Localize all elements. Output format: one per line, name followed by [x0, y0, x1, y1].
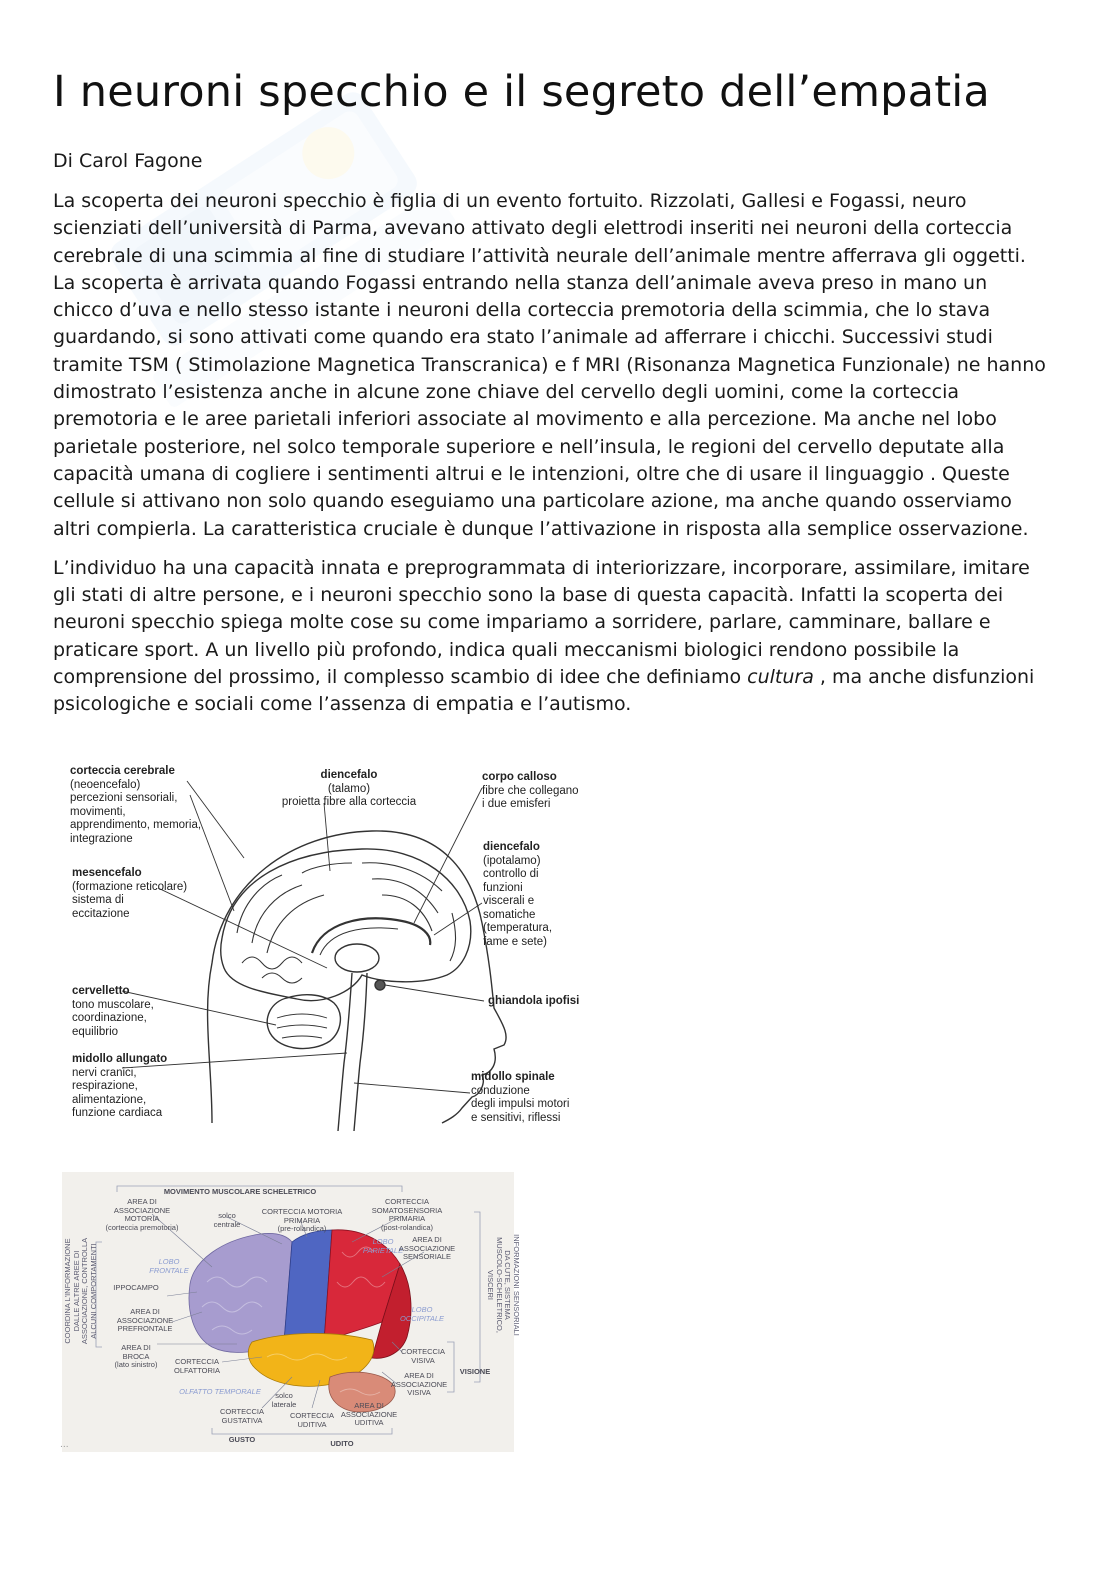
label-mesencephalon-title: mesencefalo: [72, 867, 142, 879]
label-medulla-body: nervi cranici, respirazione, alimentazione, funzione cardiaca: [72, 1066, 163, 1119]
document-title: I neuroni specchio e il segreto dell’empatia: [53, 67, 990, 117]
label-mesencephalon-body: (formazione reticolare) sistema di eccitazione: [72, 880, 188, 920]
label-spinal-title: midollo spinale: [471, 1071, 555, 1083]
label-prefrontal: AREA DI ASSOCIAZIONE PREFRONTALE: [116, 1307, 174, 1333]
label-right-side-note: INFORMAZIONI SENSORIALI DA CUTE, SISTEMA MUSCOLO-SCHELETRICO, VISCERI: [486, 1234, 521, 1336]
brain-sagittal-figure: [62, 763, 602, 1131]
paragraph-2-text-b: , ma anche disfunzioni psicologiche e sociali come l’assenza di empatia e l’autismo.: [53, 666, 1035, 716]
label-diencephalon-top-title: diencefalo: [320, 769, 378, 781]
label-callosum-title: corpo calloso: [482, 771, 557, 783]
label-callosum-body: fibre che collegano i due emisferi: [482, 784, 579, 810]
paragraph-2-italic-word: cultura: [747, 666, 814, 689]
label-cortex-body: (neoencefalo) percezioni sensoriali, movimenti, apprendimento, memoria, integrazione: [70, 778, 202, 845]
label-pituitary: [488, 995, 579, 1009]
label-left-side-note: COORDINA L'INFORMAZIONE DALLE ALTRE AREE DI ASSOCIAZIONE, CONTROLLA ALCUNI COMPORTAMENTI: [63, 1237, 98, 1345]
label-diencephalon-top: [264, 769, 434, 810]
label-cerebellum: [72, 985, 154, 1039]
label-taste: GUSTO: [228, 1435, 256, 1444]
label-primary-motor: CORTECCIA MOTORIA PRIMARIA (pre-rolandica): [261, 1207, 343, 1233]
label-olfaction-temporal: OLFATTO TEMPORALE: [179, 1387, 261, 1396]
frontal-lobe-shape: [189, 1233, 292, 1352]
paragraph-1: La scoperta dei neuroni specchio è figlia di un evento fortuito. Rizzolati, Gallesi e Fogassi, neuro scienziati dell’università di Parma, avevano attivato degli elettrodi inseriti nei neuroni della corteccia cerebrale di una scimmia al fine di studiare l’attività neurale dell’animale mentre afferrava gli oggetti. La scoperta è arrivata quando Fogassi entrando nella stanza dell’animale aveva preso in mano un chicco d’uva e nello stesso istante i neuroni della corteccia premotoria della scimmia, che lo stava guardando, si sono attivati come quando era stato l’animale ad afferrare i chicchi. Successivi studi tramite TSM ( Stimolazione Magnetica Transcranica) e f MRI (Risonanza Magnetica Funzionale) ne hanno dimostrato l’esistenza anche in alcune zone chiave del cervello degli uomini, come la corteccia premotoria e le aree parietali inferiori associate al movimento e alla percezione. Ma anche nel lobo parietale posteriore, nel solco temporale superiore e nell’insula, le regioni del cervello deputate alla capacità umana di cogliere i sentimenti altrui e le intenzioni, oltre che di usare il linguaggio . Queste cellule si attivano non solo quando eseguiamo una particolare azione, ma anche quando osserviamo altri compierla. La caratteristica cruciale è dunque l’attivazione in risposta alla semplice osservazione.: [53, 190, 1046, 540]
label-spinal-cord: [471, 1071, 569, 1125]
label-broca: AREA DI BROCA (lato sinistro): [114, 1343, 158, 1369]
label-parietal-lobe: LOBO PARIETALE: [362, 1237, 404, 1255]
label-cortex-title: corteccia cerebrale: [70, 765, 175, 777]
label-visual-association: AREA DI ASSOCIAZIONE VISIVA: [390, 1371, 448, 1397]
label-visual-cortex: CORTECCIA VISIVA: [400, 1347, 446, 1365]
label-pituitary-title: ghiandola ipofisi: [488, 995, 580, 1007]
author-line: Di Carol Fagone: [53, 150, 203, 172]
label-lateral-sulcus: solco laterale: [271, 1391, 297, 1409]
label-cerebellum-title: cervelletto: [72, 985, 130, 997]
document-body: [53, 62, 1053, 719]
label-somatosensory: CORTECCIA SOMATOSENSORIA PRIMARIA (post-rolandica): [371, 1197, 443, 1232]
paragraph-2-text-a: L’individuo ha una capacità innata e preprogrammata di interiorizzare, incorporare, assimilare, imitare gli stati di altre persone, e i neuroni specchio sono la base di questa capacità. Infatti la scoperta dei neuroni specchio spiega molte cose su come impariamo a sorridere, parlare, camminare, ballare e praticare sport. A un livello più profondo, indica quali meccanismi biologici rendono possibile la comprensione del prossimo, il complesso scambio di idee che definiamo: [53, 556, 1030, 689]
label-motor-association: AREA DI ASSOCIAZIONE MOTORIA (corteccia premotoria): [105, 1197, 179, 1232]
label-medulla-title: midollo allungato: [72, 1053, 168, 1065]
label-hearing: UDITO: [330, 1439, 354, 1448]
label-gustatory-cortex: CORTECCIA GUSTATIVA: [219, 1407, 265, 1425]
label-spinal-body: conduzione degli impulsi motori e sensitivi, riflessi: [471, 1084, 570, 1124]
label-auditory-association: AREA DI ASSOCIAZIONE UDITIVA: [340, 1401, 398, 1427]
label-mesencephalon: [72, 867, 187, 921]
label-skeletal-movement: MOVIMENTO MUSCOLARE SCHELETRICO: [163, 1187, 317, 1196]
label-medulla: [72, 1053, 167, 1121]
label-hippocampus: IPPOCAMPO: [113, 1283, 159, 1292]
label-cerebellum-body: tono muscolare, coordinazione, equilibrio: [72, 998, 154, 1038]
label-olfactory-cortex: CORTECCIA OLFATTORIA: [174, 1357, 220, 1375]
label-central-sulcus: solco centrale: [213, 1211, 241, 1229]
label-sensory-association: AREA DI ASSOCIAZIONE SENSORIALE: [398, 1235, 456, 1261]
label-corpus-callosum: [482, 771, 579, 812]
brain-lobes-figure: [62, 1172, 521, 1452]
label-diencephalon-right: [483, 841, 552, 949]
label-diencephalon-right-body: (ipotalamo) controllo di funzioni viscerali e somatiche (temperatura, fame e sete): [483, 854, 553, 948]
label-cortex: [70, 765, 201, 846]
label-vision: VISIONE: [459, 1367, 491, 1376]
label-occipital-lobe: LOBO OCCIPITALE: [399, 1305, 445, 1323]
label-frontal-lobe: LOBO FRONTALE: [149, 1257, 189, 1275]
label-diencephalon-right-title: diencefalo: [483, 841, 540, 853]
figure-mark: ...: [60, 1440, 69, 1450]
paragraph-2: [53, 555, 1053, 719]
label-auditory-cortex: CORTECCIA UDITIVA: [289, 1411, 335, 1429]
label-diencephalon-top-body: (talamo) proietta fibre alla corteccia: [281, 782, 417, 808]
